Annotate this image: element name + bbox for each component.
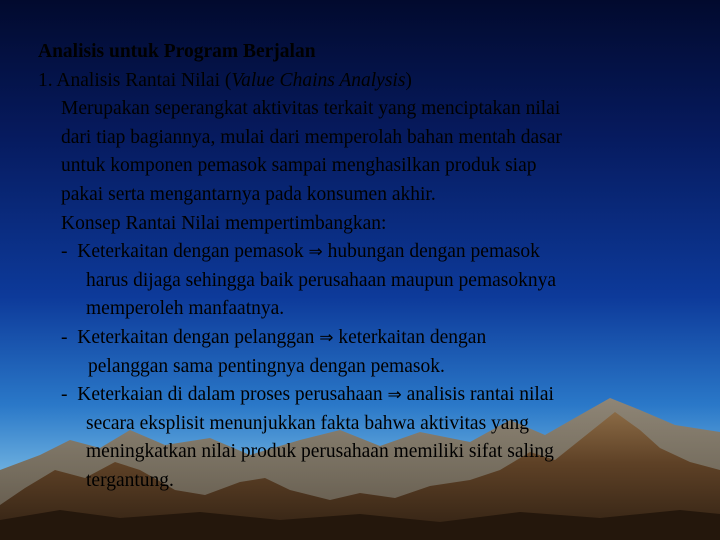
bullet-rest: analisis rantai nilai — [406, 384, 554, 406]
bullet-continuation: tergantung. — [86, 469, 174, 491]
definition-line: dari tiap bagiannya, mulai dari memperolah bahan mentah dasar — [61, 126, 562, 148]
slide-text-body — [38, 38, 698, 496]
bullet-lead: Keterkaian di dalam proses perusahaan — [77, 384, 383, 406]
bullet-dash: - — [61, 241, 68, 263]
section-heading — [38, 67, 698, 96]
bullet-1 — [38, 238, 698, 267]
bullet-dash: - — [61, 326, 68, 348]
section-heading-italic: Value Chains Analysis — [231, 69, 406, 91]
bullet-continuation: meningkatkan nilai produk perusahaan memiliki sifat saling — [86, 441, 554, 463]
implies-arrow-icon: ⇒ — [308, 242, 323, 263]
bullet-continuation: harus dijaga sehingga baik perusahaan maupun pemasoknya — [86, 269, 557, 291]
bullet-2 — [38, 324, 698, 353]
bullet-rest: keterkaitan dengan — [338, 326, 487, 348]
bullet-continuation: secara eksplisit menunjukkan fakta bahwa aktivitas yang — [86, 412, 529, 434]
definition-line: Merupakan seperangkat aktivitas terkait yang menciptakan nilai — [61, 98, 561, 120]
definition-line: untuk komponen pemasok sampai menghasilkan produk siap — [61, 155, 537, 177]
bullet-dash: - — [61, 384, 68, 406]
section-heading-label: 1. Analisis Rantai Nilai ( — [38, 69, 232, 91]
implies-arrow-icon: ⇒ — [387, 385, 402, 406]
implies-arrow-icon: ⇒ — [319, 327, 334, 348]
bullet-3 — [38, 381, 698, 410]
definition-line: pakai serta mengantarnya pada konsumen akhir. — [61, 183, 436, 205]
concept-heading: Konsep Rantai Nilai mempertimbangkan: — [61, 212, 387, 234]
bullet-continuation: pelanggan sama pentingnya dengan pemasok. — [88, 355, 445, 377]
section-heading-close: ) — [405, 69, 412, 91]
bullet-lead: Keterkaitan dengan pemasok — [77, 241, 304, 263]
slide-title: Analisis untuk Program Berjalan — [38, 41, 316, 62]
bullet-lead: Keterkaitan dengan pelanggan — [77, 326, 315, 348]
bullet-continuation: memperoleh manfaatnya. — [86, 298, 285, 320]
bullet-rest: hubungan dengan pemasok — [327, 241, 540, 263]
